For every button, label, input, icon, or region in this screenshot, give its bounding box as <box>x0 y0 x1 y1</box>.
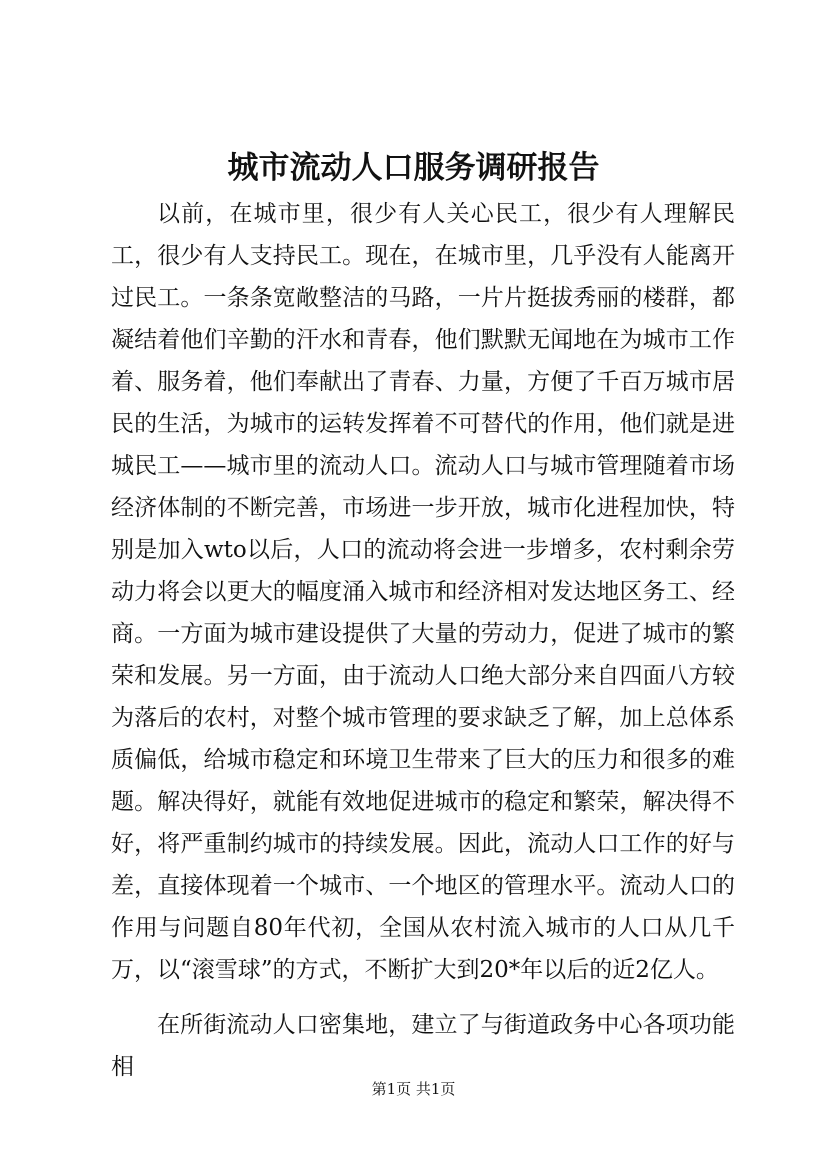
document-title: 城市流动人口服务调研报告 <box>227 150 600 186</box>
body-paragraph-2: 在所街流动人口密集地，建立了与街道政务中心各项功能相 <box>111 1012 735 1080</box>
body-paragraph-1: 以前，在城市里，很少有人关心民工，很少有人理解民工，很少有人支持民工。现在，在城市里，几乎没有人能离开过民工。一条条宽敞整洁的马路，一片片挺拔秀丽的楼群，都凝结着他们辛勤的汗水和青春，他们默默无闻地在为城市工作着、服务着，他们奉献出了青春、力量，方便了千百万城市居民的生活，为城市的运转发挥着不可替代的作用，他们就是进城民工——城市里的流动人口。流动人口与城市管理随着市场经济体制的不断完善，市场进一步开放，城市化进程加快，特别是加入wto以后，人口的流动将会进一步增多，农村剩余劳动力将会以更大的幅度涌入城市和经济相对发达地区务工、经商。一方面为城市建设提供了大量的劳动力，促进了城市的繁荣和发展。另一方面，由于流动人口绝大部分来自四面八方较为落后的农村，对整个城市管理的要求缺乏了解，加上总体系质偏低，给城市稳定和环境卫生带来了巨大的压力和很多的难题。解决得好，就能有效地促进城市的稳定和繁荣，解决得不好，将严重制约城市的持续发展。因此，流动人口工作的好与差，直接体现着一个城市、一个地区的管理水平。流动人口的作用与问题自80年代初，全国从农村流入城市的人口从几千万，以“滚雪球”的方式，不断扩大到20*年以后的近2亿人。 <box>111 201 735 983</box>
document-body <box>111 193 735 1088</box>
page-footer: 第1页 共1页 <box>371 1080 456 1098</box>
